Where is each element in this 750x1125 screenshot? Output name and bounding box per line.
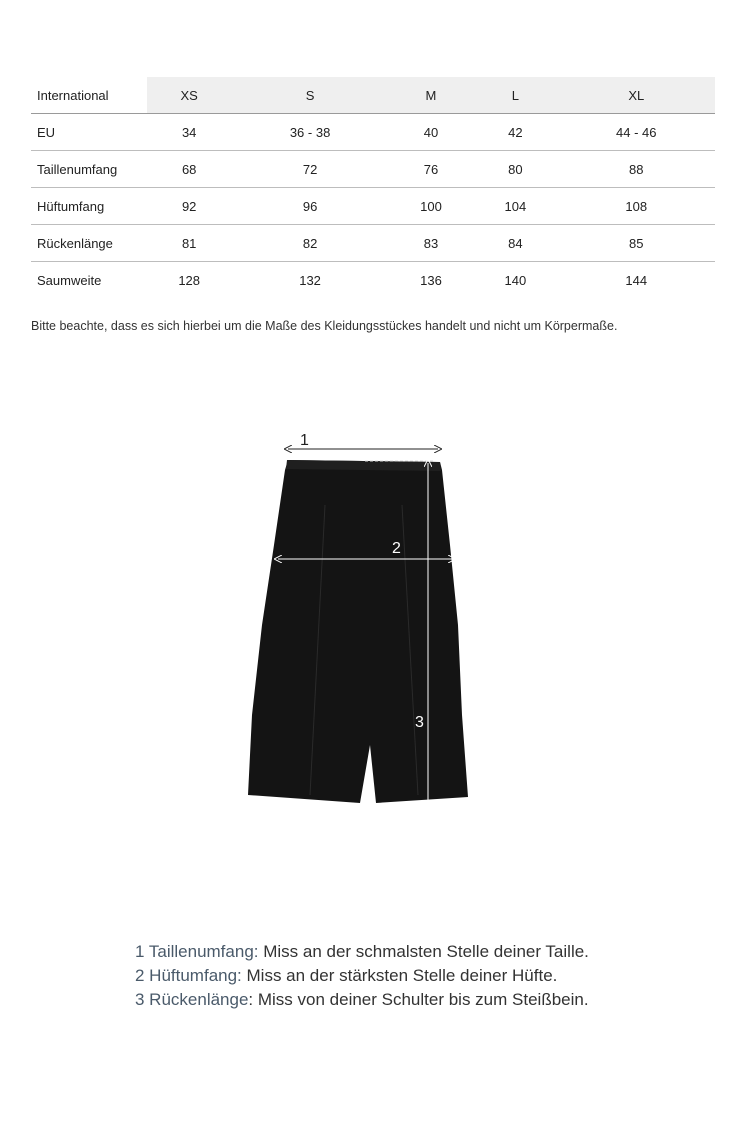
table-row <box>31 262 715 299</box>
table-cell: 83 <box>389 225 473 262</box>
table-cell: 76 <box>389 151 473 188</box>
row-label: EU <box>31 114 147 151</box>
header-size-xs: XS <box>147 77 231 114</box>
table-row <box>31 114 715 151</box>
table-cell: 104 <box>473 188 557 225</box>
table-cell: 92 <box>147 188 231 225</box>
header-size-l: L <box>473 77 557 114</box>
table-cell: 36 - 38 <box>231 114 388 151</box>
legend-term: 1 Taillenumfang: <box>135 942 259 961</box>
table-cell: 100 <box>389 188 473 225</box>
header-size-s: S <box>231 77 388 114</box>
legend-desc: Miss an der stärksten Stelle deiner Hüfte. <box>241 966 558 985</box>
table-cell: 136 <box>420 272 442 288</box>
table-cell: 72 <box>231 151 388 188</box>
table-cell: 68 <box>147 151 231 188</box>
marker-1: 1 <box>300 432 309 449</box>
marker-2: 2 <box>392 540 401 557</box>
header-label: International <box>31 77 147 114</box>
measurement-note: Bitte beachte, dass es sich hierbei um die Maße des Kleidungsstückes handelt und nicht um Körpermaße. <box>31 319 618 333</box>
table-cell: 88 <box>558 151 715 188</box>
skirt-shape <box>248 460 468 803</box>
legend-term: 3 Rückenlänge <box>135 990 249 1009</box>
legend-item-hip <box>135 964 589 988</box>
table-cell: 85 <box>558 225 715 262</box>
legend-item-waist <box>135 940 589 964</box>
table-row <box>31 188 715 225</box>
table-cell: 81 <box>147 225 231 262</box>
legend-desc: : Miss von deiner Schulter bis zum Steißbein. <box>248 990 589 1009</box>
header-size-m: M <box>389 77 473 114</box>
table-cell: 82 <box>231 225 388 262</box>
size-table <box>31 77 715 298</box>
row-label: Taillenumfang <box>31 151 147 188</box>
table-cell: 144 <box>625 272 648 288</box>
table-cell: 96 <box>231 188 388 225</box>
table-cell: 128 <box>178 272 201 288</box>
table-cell: 140 <box>504 272 527 288</box>
header-size-xl: XL <box>558 77 715 114</box>
marker-3: 3 <box>415 714 424 731</box>
legend-term: 2 Hüftumfang: <box>135 966 242 985</box>
table-header-row <box>31 77 715 114</box>
table-row <box>31 225 715 262</box>
row-label: Hüftumfang <box>31 188 147 225</box>
legend-item-length <box>135 988 589 1012</box>
table-row <box>31 151 715 188</box>
table-cell: 108 <box>558 188 715 225</box>
table-cell: 34 <box>147 114 231 151</box>
table-cell: 42 <box>473 114 557 151</box>
row-label: Saumweite <box>37 272 102 288</box>
measurement-legend <box>135 940 589 1012</box>
row-label: Rückenlänge <box>31 225 147 262</box>
table-cell: 44 - 46 <box>558 114 715 151</box>
table-cell: 80 <box>473 151 557 188</box>
table-cell: 84 <box>473 225 557 262</box>
legend-desc: Miss an der schmalsten Stelle deiner Taille. <box>258 942 589 961</box>
table-cell: 132 <box>299 272 321 288</box>
skirt-illustration <box>240 425 470 820</box>
table-cell: 40 <box>389 114 473 151</box>
